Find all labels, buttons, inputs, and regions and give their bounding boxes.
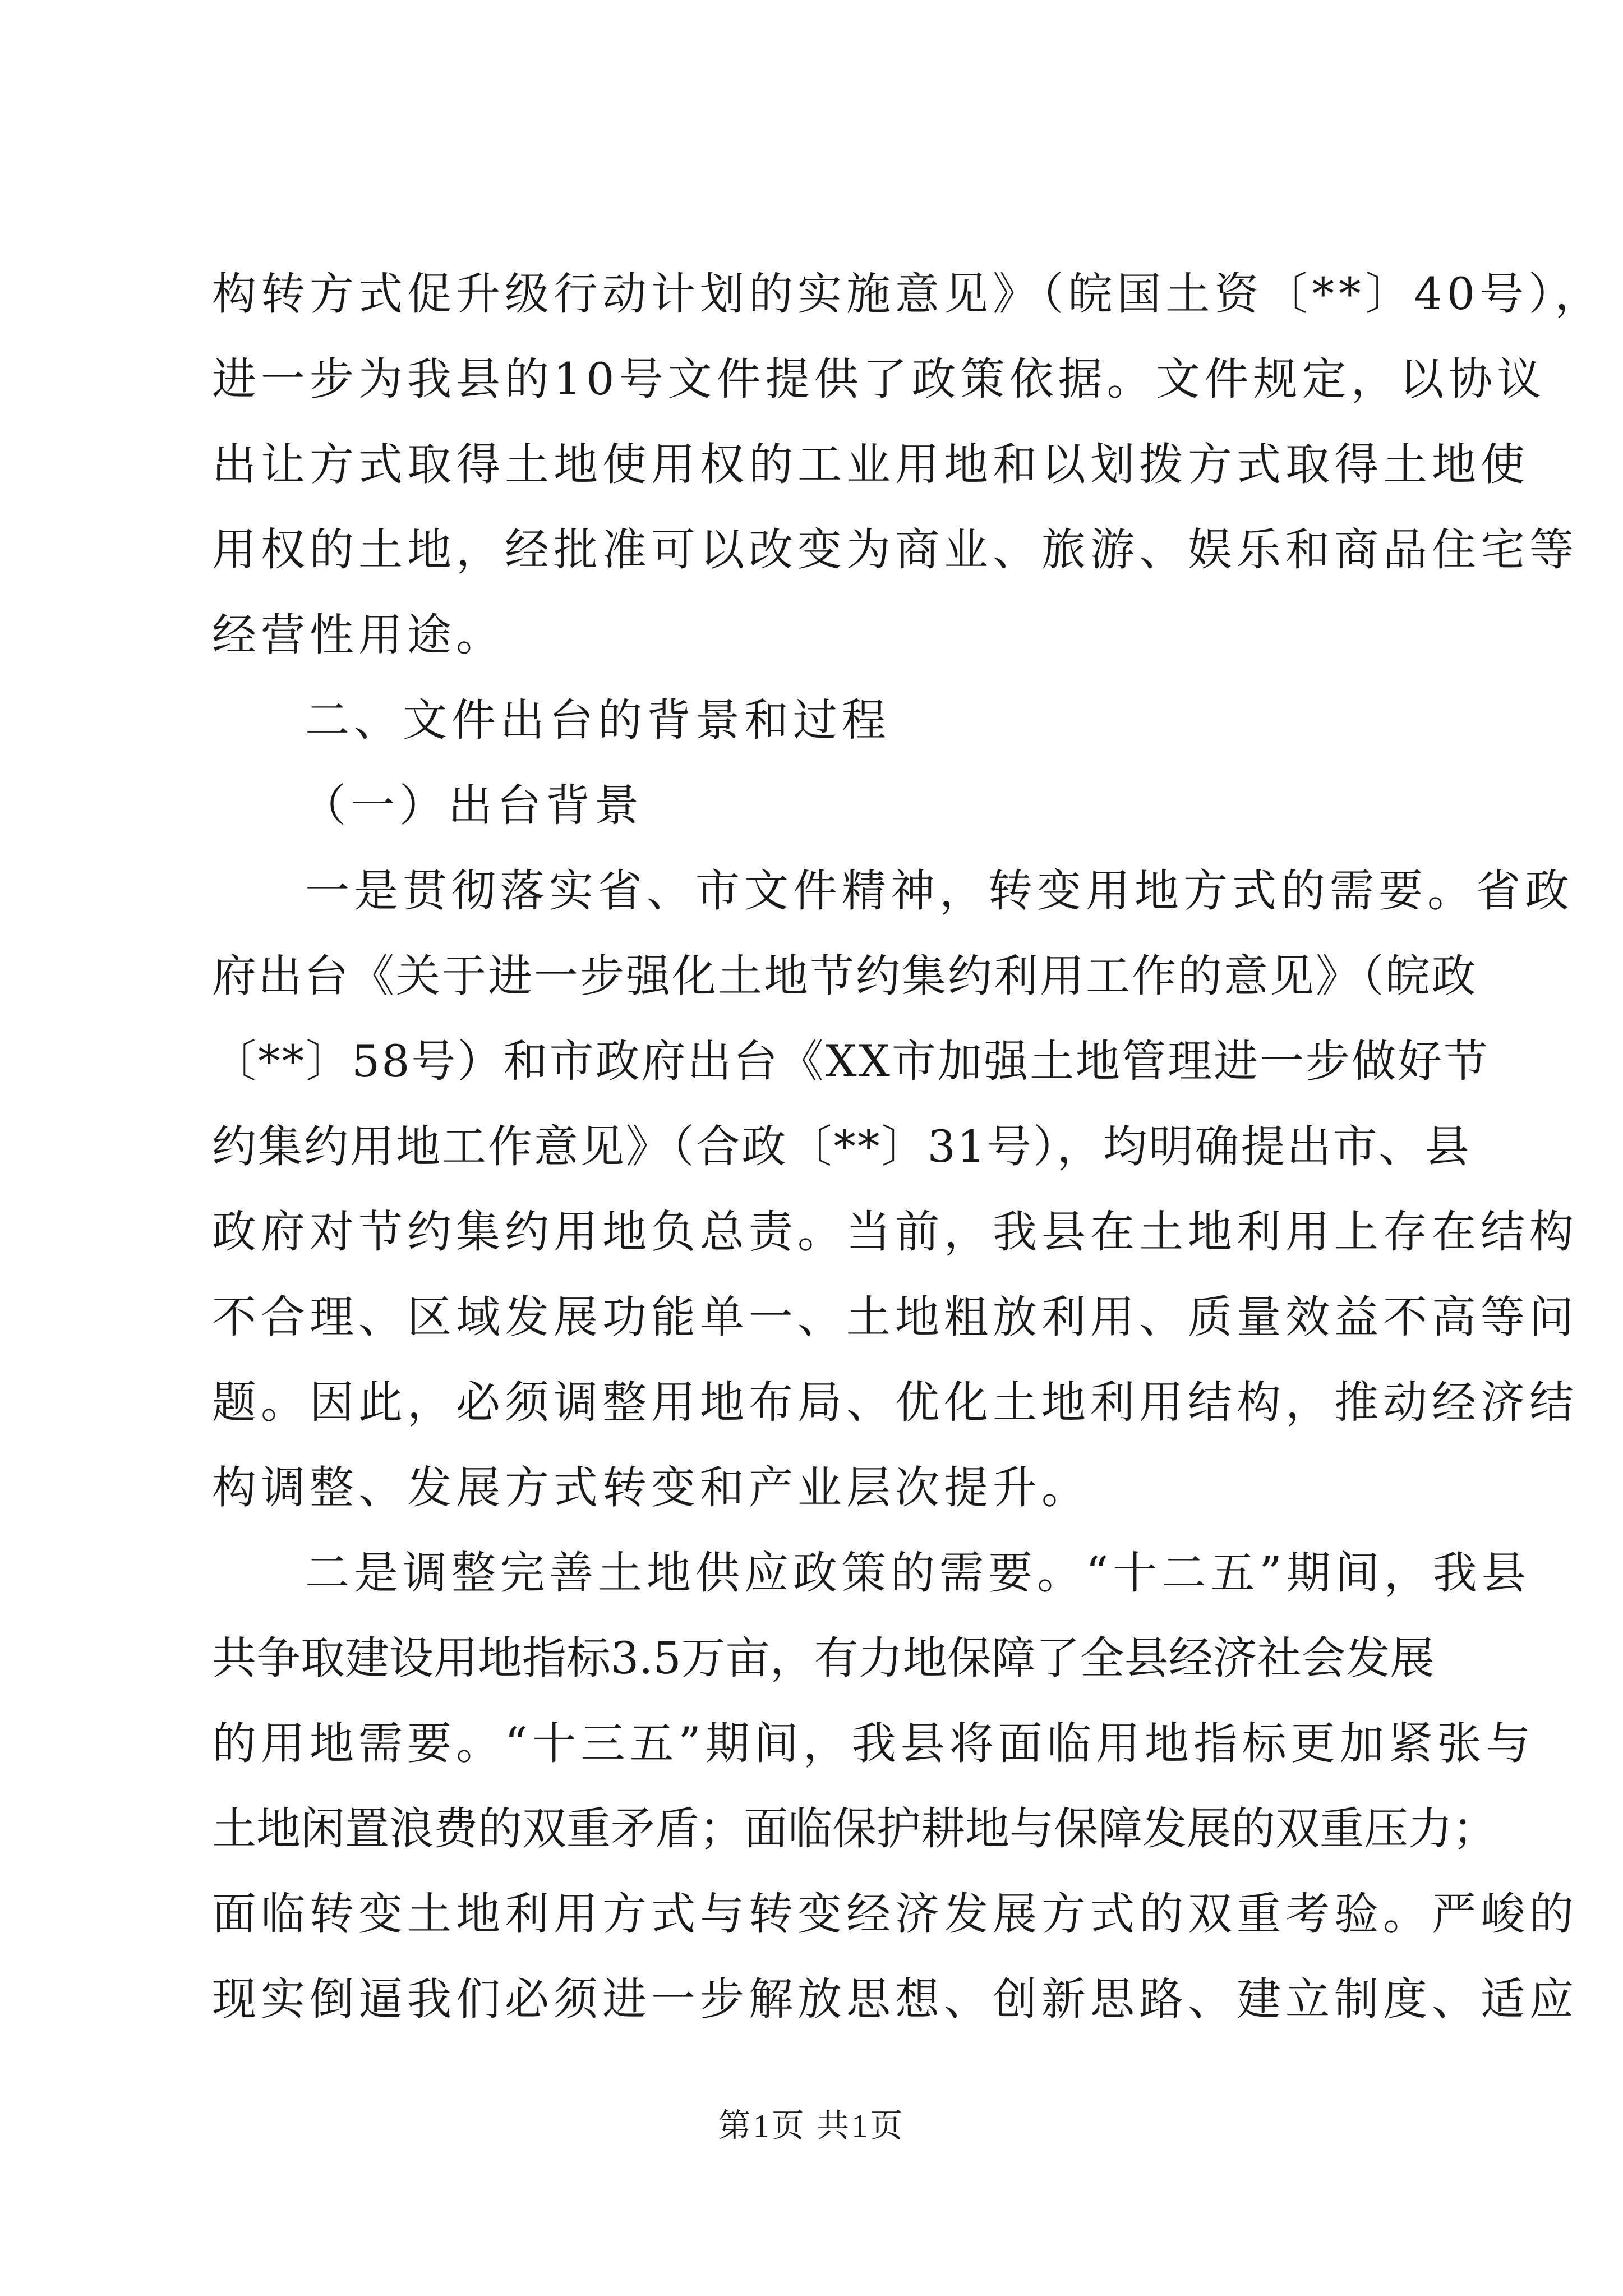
text-line: 〔**〕58号）和市政府出台《XX市加强土地管理进一步做好节 xyxy=(212,1036,1490,1087)
text-line: 题。因此，必须调整用地布局、优化土地利用结构，推动经济结 xyxy=(212,1377,1578,1428)
text-line: 约集约用地工作意见》（合政〔**〕31号），均明确提出市、县 xyxy=(212,1121,1471,1172)
text-line: 构调整、发展方式转变和产业层次提升。 xyxy=(212,1462,1090,1513)
text-line: 经营性用途。 xyxy=(212,609,505,661)
text-line: 出让方式取得土地使用权的工业用地和以划拨方式取得土地使 xyxy=(212,439,1529,490)
text-line: 土地闲置浪费的双重矛盾；面临保护耕地与保障发展的双重压力； xyxy=(212,1803,1497,1855)
text-line: 政府对节约集约用地负总责。当前，我县在土地利用上存在结构 xyxy=(212,1206,1578,1258)
text-line: 现实倒逼我们必须进一步解放思想、创新思路、建立制度、适应 xyxy=(212,1973,1578,2025)
text-line: 不合理、区域发展功能单一、土地粗放利用、质量效益不高等问 xyxy=(212,1291,1578,1343)
text-line: 府出台《关于进一步强化土地节约集约利用工作的意见》（皖政 xyxy=(212,950,1478,1002)
text-line: 共争取建设用地指标3.5万亩，有力地保障了全县经济社会发展 xyxy=(212,1632,1435,1684)
text-line: 二是调整完善土地供应政策的需要。“十二五”期间，我县 xyxy=(305,1547,1530,1599)
text-line: 构转方式促升级行动计划的实施意见》（皖国土资〔**〕40号）， xyxy=(212,268,1604,320)
text-line: 用权的土地，经批准可以改变为商业、旅游、娱乐和商品住宅等 xyxy=(212,524,1578,576)
page-number-footer: 第1页 共1页 xyxy=(718,2108,905,2144)
section-heading: 二、文件出台的背景和过程 xyxy=(305,694,891,746)
subsection-heading: （一）出台背景 xyxy=(302,780,643,831)
text-line: 一是贯彻落实省、市文件精神，转变用地方式的需要。省政 xyxy=(305,865,1574,917)
text-line: 进一步为我县的10号文件提供了政策依据。文件规定，以协议 xyxy=(212,353,1546,405)
text-line: 面临转变土地利用方式与转变经济发展方式的双重考验。严峻的 xyxy=(212,1888,1578,1940)
document-body xyxy=(212,251,1604,2042)
text-line: 的用地需要。“十三五”期间，我县将面临用地指标更加紧张与 xyxy=(212,1718,1535,1769)
